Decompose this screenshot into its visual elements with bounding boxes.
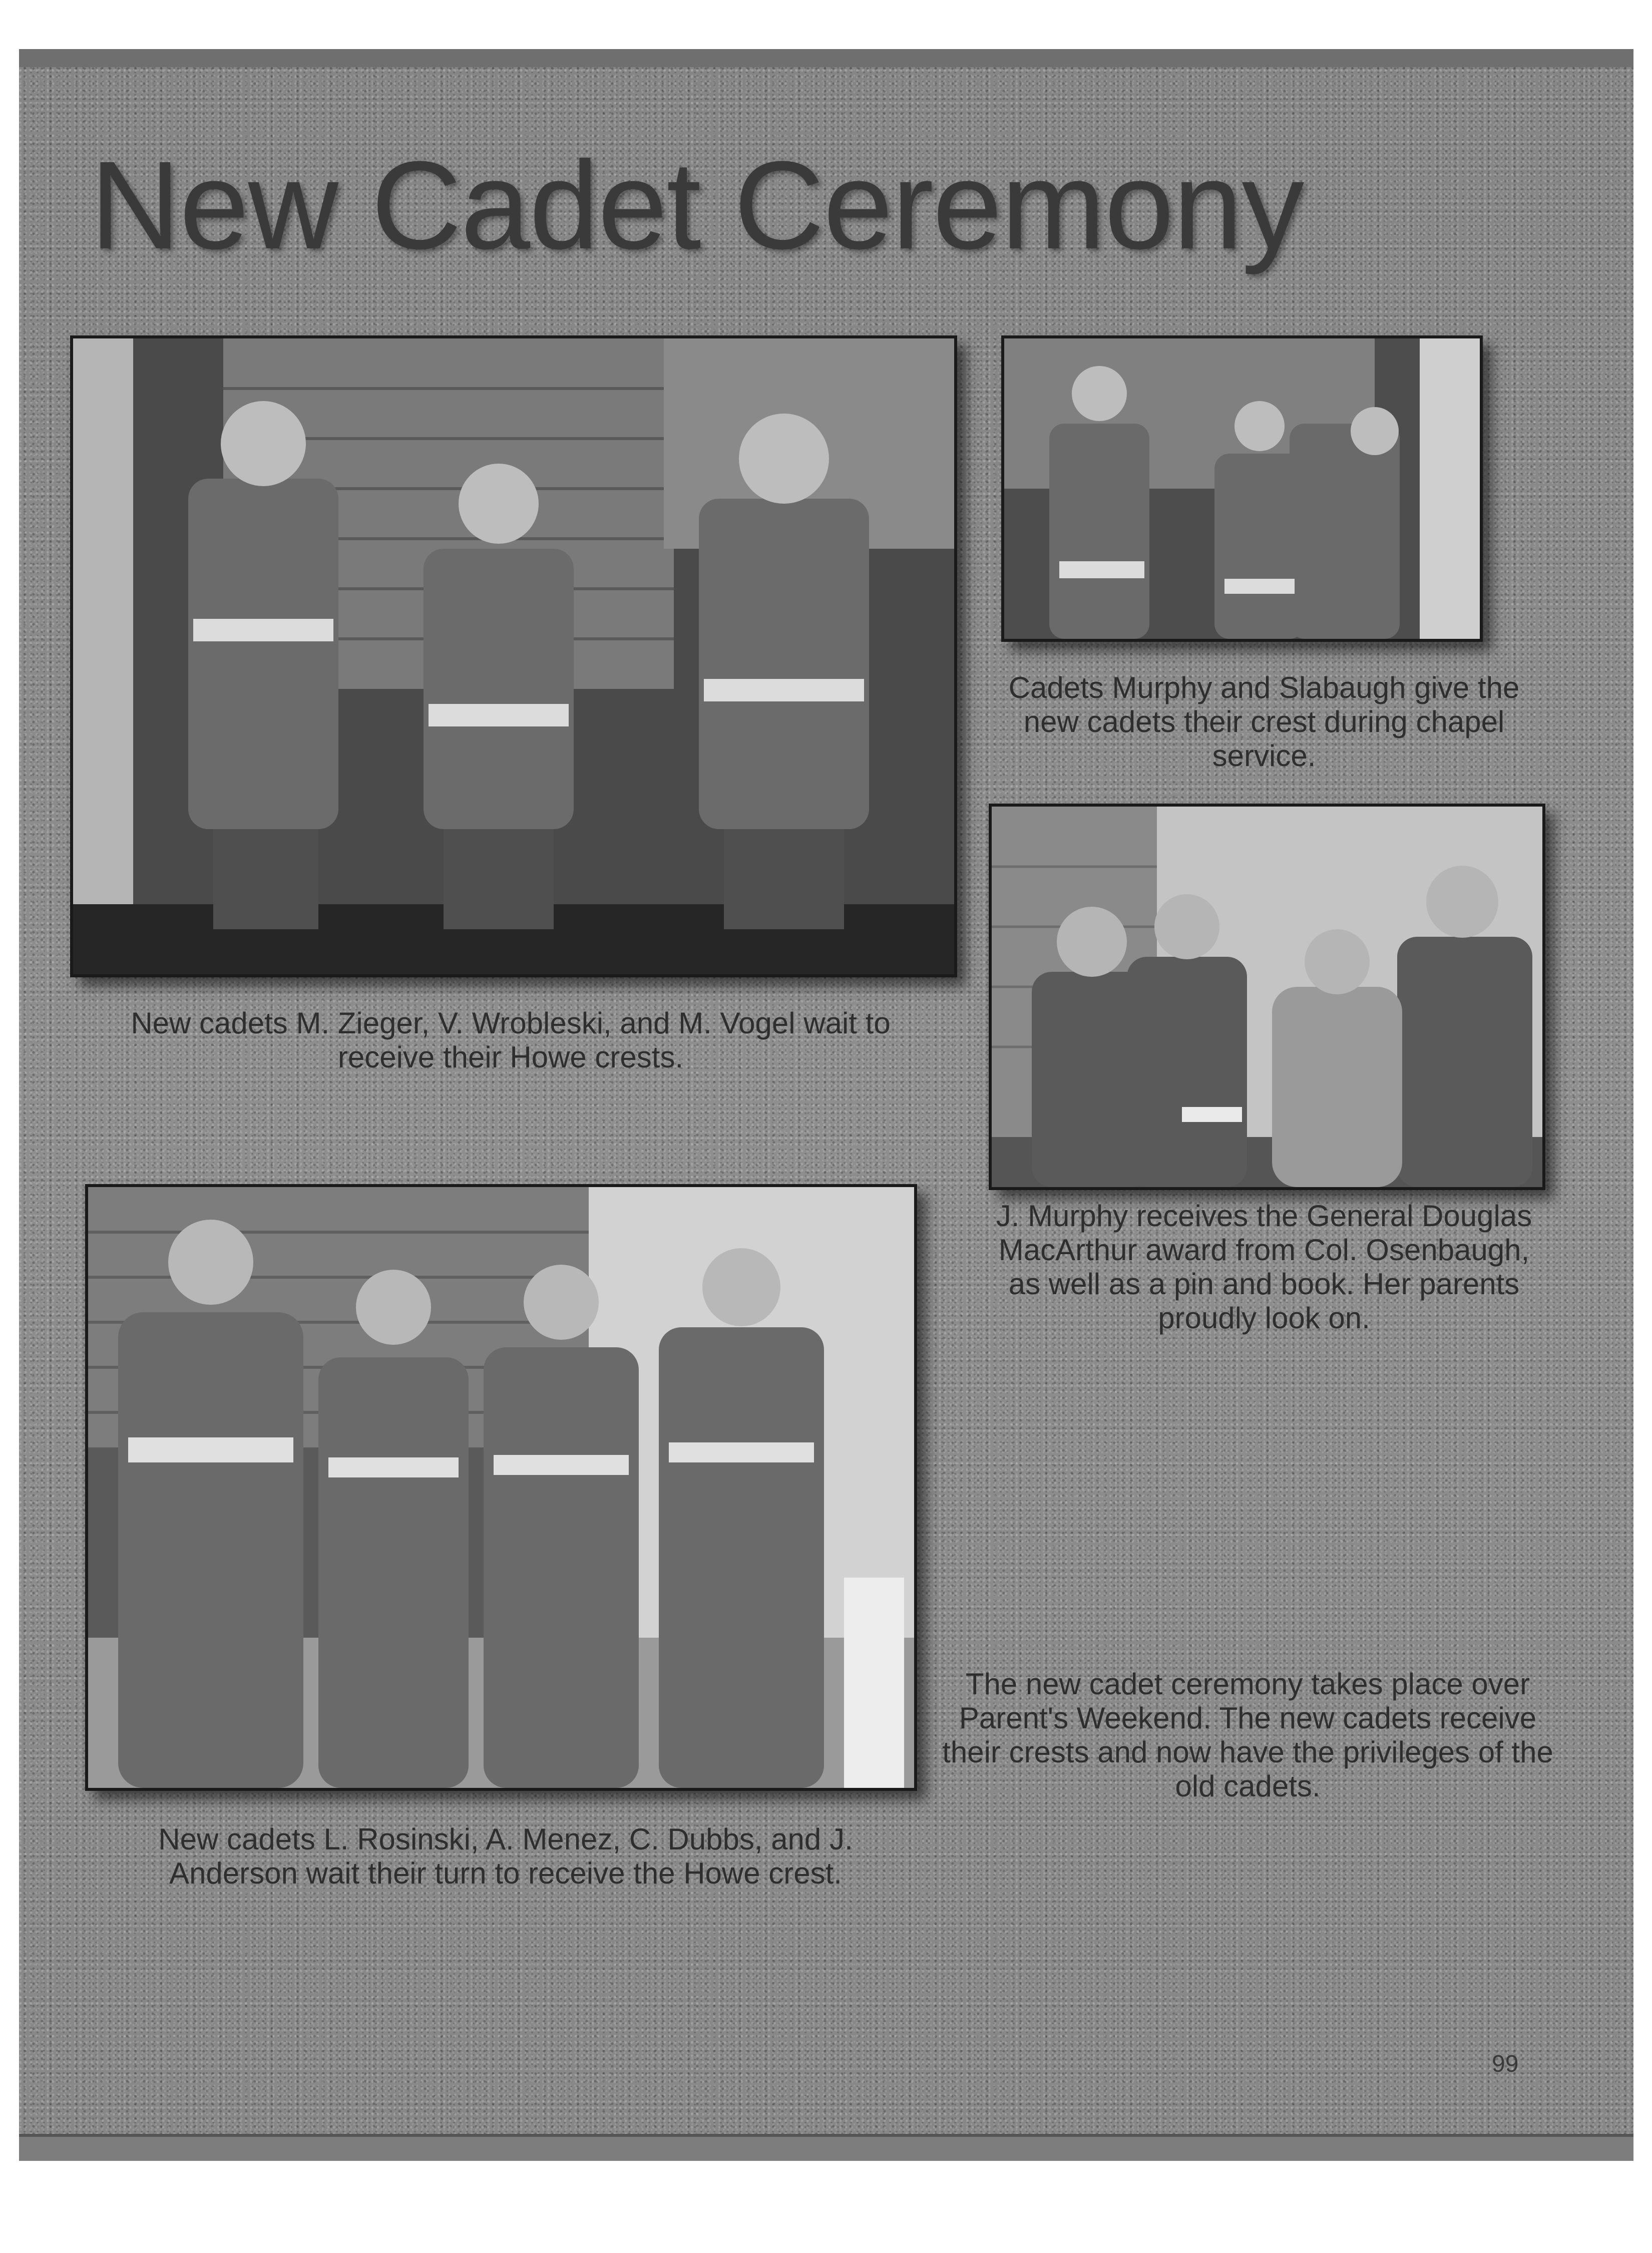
photo-four-cadets [85, 1184, 917, 1791]
page-title: New Cadet Ceremony [90, 135, 1304, 275]
caption-macarthur-award: J. Murphy receives the General Douglas MacArthur award from Col. Osenbaugh, as well as a pin and book. Her parents proudly look on. [996, 1199, 1532, 1335]
bottom-border [19, 2134, 1633, 2161]
photo-chapel-crest-image [1004, 338, 1480, 639]
photo-three-cadets-image [73, 338, 954, 974]
photo-chapel-crest [1001, 335, 1483, 642]
photo-three-cadets [70, 335, 957, 977]
caption-three-cadets: New cadets M. Zieger, V. Wrobleski, and M. Vogel wait to receive their Howe crests. [131, 1006, 891, 1074]
body-text: The new cadet ceremony takes place over Parent's Weekend. The new cadets receive their crests and now have the privileges of the old cadets. [942, 1667, 1553, 1803]
photo-macarthur-award [989, 804, 1545, 1190]
photo-macarthur-award-image [992, 807, 1542, 1187]
page-number: 99 [1492, 2051, 1519, 2077]
top-border [19, 49, 1633, 67]
photo-four-cadets-image [88, 1187, 914, 1788]
caption-four-cadets: New cadets L. Rosinski, A. Menez, C. Dubbs, and J. Anderson wait their turn to receive the Howe crest. [158, 1822, 853, 1890]
caption-chapel-crest: Cadets Murphy and Slabaugh give the new cadets their crest during chapel service. [1008, 671, 1520, 773]
